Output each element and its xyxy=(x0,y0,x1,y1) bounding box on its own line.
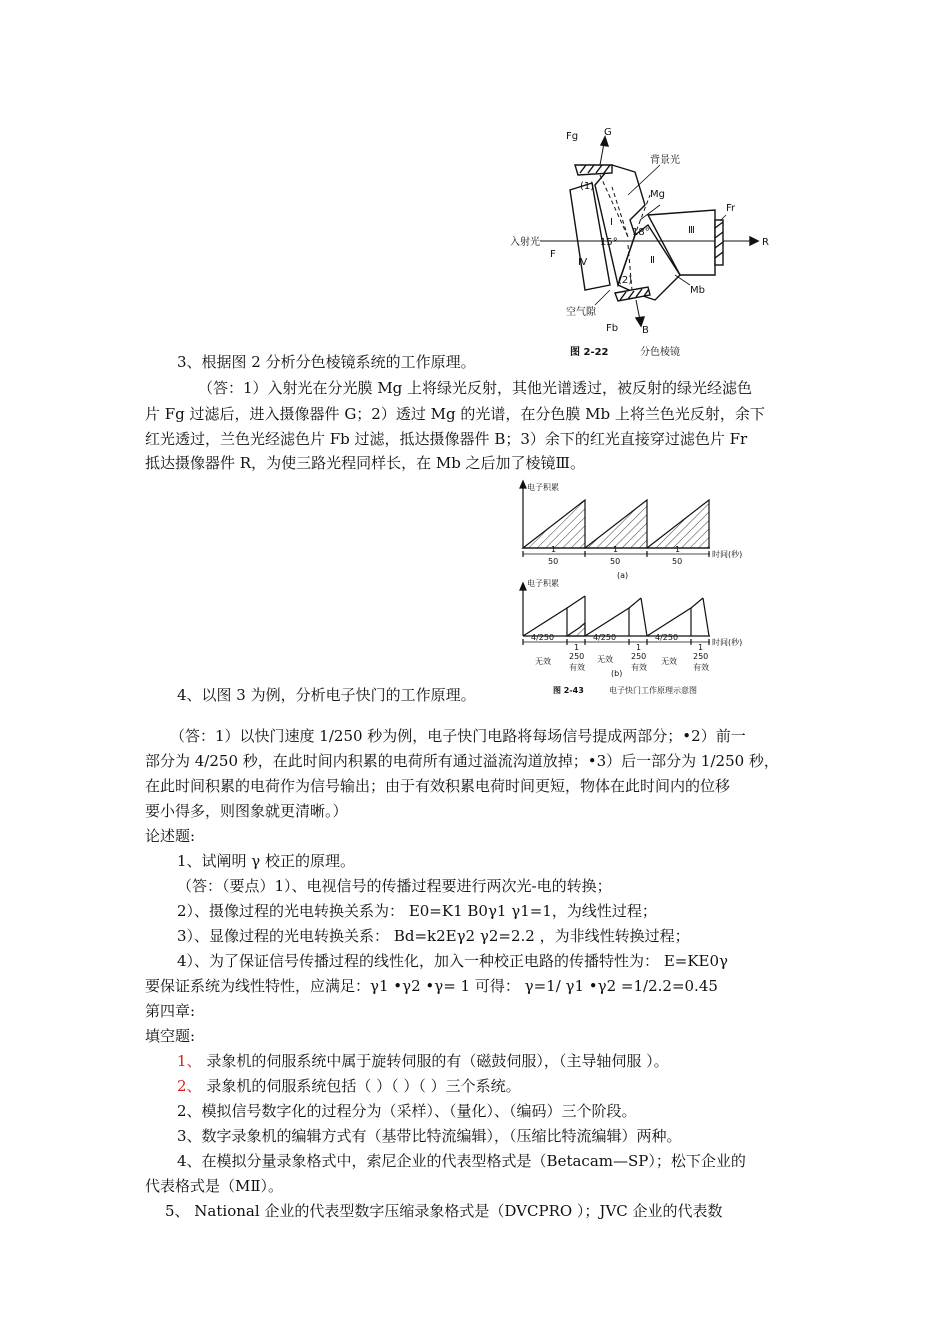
interval-a1-num: 1 xyxy=(551,545,557,554)
path-1-label: (1) xyxy=(580,181,595,192)
b-label: B xyxy=(642,325,649,336)
fr-label: Fr xyxy=(726,203,736,214)
figure-number: 图 2-22 xyxy=(570,347,609,358)
figure2-caption: 电子快门工作原理示意图 xyxy=(609,686,697,695)
answer-4-line-2: 部分为 4/250 秒，在此时间内积累的电荷所有通过溢流沟道放掉；•3）后一部分为 1/250 秒， xyxy=(145,752,779,770)
chapter-4-heading: 第四章: xyxy=(145,1002,196,1020)
invalid-label-2: 无效 xyxy=(597,655,613,664)
fill-item-1-text: 录象机的伺服系统中属于旋转伺服的有（磁鼓伺服），（主导轴伺服 ）。 xyxy=(201,1052,669,1070)
fill-blank-heading: 填空题: xyxy=(145,1027,196,1045)
invalid-label-1: 无效 xyxy=(535,657,551,666)
prism-3-label: Ⅲ xyxy=(688,225,695,236)
essay-heading: 论述题: xyxy=(145,827,196,845)
answer-3-line-2: 片 Fg 过滤后，进入摄像器件 G；2）透过 Mg 的光谱，在分色膜 Mb 上将兰色光反射，余下 xyxy=(145,405,765,423)
incident-light-label: 入射光 xyxy=(510,237,540,248)
interval-b3-short-num: 1 xyxy=(698,643,704,652)
question-4: 4、以图 3 为例，分析电子快门的工作原理。 xyxy=(177,686,476,704)
answer-4-line-4: 要小得多，则图象就更清晰。） xyxy=(145,802,348,820)
interval-b3-long: 4/250 xyxy=(655,633,679,642)
essay-answer-2: 2）、摄像过程的光电转换关系为： E0=K1 B0γ1 γ1=1，为线性过程； xyxy=(177,902,657,920)
prism-4-label: Ⅳ xyxy=(578,257,588,268)
prism-diagram xyxy=(500,125,800,365)
essay-answer-1: （答：（要点）1）、电视信号的传播过程要进行两次光-电的转换； xyxy=(177,877,612,895)
interval-a3-den: 50 xyxy=(672,557,683,566)
valid-label-2: 有效 xyxy=(631,663,647,672)
mg-label: Mg xyxy=(650,189,665,200)
interval-b2-short-num: 1 xyxy=(636,643,642,652)
interval-a2-num: 1 xyxy=(613,545,619,554)
air-gap-label: 空气隙 xyxy=(566,307,596,318)
f-label: F xyxy=(550,249,556,260)
fill-item-1-number: 1、 xyxy=(177,1052,202,1070)
figure-caption: 分色棱镜 xyxy=(640,347,680,358)
interval-b3-short-den: 250 xyxy=(693,652,709,661)
figure2-number: 图 2-43 xyxy=(553,686,584,695)
answer-3-line-4: 抵达摄像器件 R，为使三路光程同样长，在 Mb 之后加了棱镜Ⅲ。 xyxy=(145,454,586,472)
fill-item-2 xyxy=(177,1076,521,1096)
mb-label: Mb xyxy=(690,285,705,296)
interval-b1-short-num: 1 xyxy=(574,643,580,652)
answer-3-line-1: （答：1）入射光在分光膜 Mg 上将绿光反射，其他光谱透过，被反射的绿光经滤色 xyxy=(198,379,753,397)
angle-15-label: 15° xyxy=(600,237,618,248)
answer-4-line-1: （答：1）以快门速度 1/250 秒为例，电子快门电路将每场信号提成两部分；•2）前一 xyxy=(170,727,746,745)
valid-label-3: 有效 xyxy=(693,663,709,672)
invalid-label-3: 无效 xyxy=(661,657,677,666)
question-3: 3、根据图 2 分析分色棱镜系统的工作原理。 xyxy=(177,353,476,371)
angle-18-label: 18° xyxy=(632,227,650,238)
fill-item-5-line-2: 代表格式是（MⅡ）。 xyxy=(145,1177,284,1195)
fill-item-3: 2、模拟信号数字化的过程分为（采样）、（量化）、（编码）三个阶段。 xyxy=(177,1102,637,1120)
fill-item-5-line-1: 4、在模拟分量录象格式中，索尼企业的代表型格式是（Betacam—SP）；松下企业的 xyxy=(177,1152,746,1170)
x-axis-label-b: 时间(秒) xyxy=(712,638,743,647)
interval-b1-long: 4/250 xyxy=(531,633,555,642)
r-label: R xyxy=(762,237,769,248)
essay-answer-4: 4）、为了保证信号传播过程的线性化，加入一种校正电路的传播特性为： E=KE0γ xyxy=(177,952,728,970)
interval-b1-short-den: 250 xyxy=(569,652,585,661)
fill-item-2-text: 录象机的伺服系统包括（ ）（ ）（ ）三个系统。 xyxy=(201,1077,521,1095)
interval-a1-den: 50 xyxy=(548,557,559,566)
prism-2-label: Ⅱ xyxy=(650,255,655,266)
valid-label-1: 有效 xyxy=(569,663,585,672)
background-light-label: 背景光 xyxy=(650,155,680,166)
path-2-label: (2) xyxy=(618,275,633,286)
fill-item-1 xyxy=(177,1051,669,1071)
interval-b2-long: 4/250 xyxy=(593,633,617,642)
interval-b2-short-den: 250 xyxy=(631,652,647,661)
answer-4-line-3: 在此时间积累的电荷作为信号输出；由于有效积累电荷时间更短，物体在此时间内的位移 xyxy=(145,777,731,795)
interval-a3-num: 1 xyxy=(675,545,681,554)
essay-answer-3: 3）、显像过程的光电转换关系： Bd=k2Eγ2 γ2=2.2 ，为非线性转换过程； xyxy=(177,927,690,945)
essay-question-1: 1、试阐明 γ 校正的原理。 xyxy=(177,852,356,870)
essay-answer-5: 要保证系统为线性特性，应满足：γ1 •γ2 •γ= 1 可得： γ=1/ γ1 •γ2 =1/2.2=0.45 xyxy=(145,977,718,995)
y-axis-label-a: 电子积累 xyxy=(527,483,559,492)
interval-a2-den: 50 xyxy=(610,557,621,566)
x-axis-label-a: 时间(秒) xyxy=(712,550,743,559)
fb-label: Fb xyxy=(606,323,619,334)
fill-item-2-number: 2、 xyxy=(177,1077,202,1095)
prism-1-label: Ⅰ xyxy=(610,217,613,228)
fill-item-6: 5、 National 企业的代表型数字压缩录象格式是（DVCPRO ）；JVC 企业的代表数 xyxy=(165,1202,723,1220)
g-label: G xyxy=(604,127,612,138)
fill-item-4: 3、数字录象机的编辑方式有（基带比特流编辑），（压缩比特流编辑）两种。 xyxy=(177,1127,682,1145)
y-axis-label-b: 电子积累 xyxy=(527,579,559,588)
panel-b-label: (b) xyxy=(611,669,623,678)
panel-a-label: (a) xyxy=(617,571,629,580)
answer-3-line-3: 红光透过，兰色光经滤色片 Fb 过滤，抵达摄像器件 B；3）余下的红光直接穿过滤色片 Fr xyxy=(145,430,748,448)
shutter-diagram xyxy=(505,478,765,698)
fg-label: Fg xyxy=(566,131,579,142)
